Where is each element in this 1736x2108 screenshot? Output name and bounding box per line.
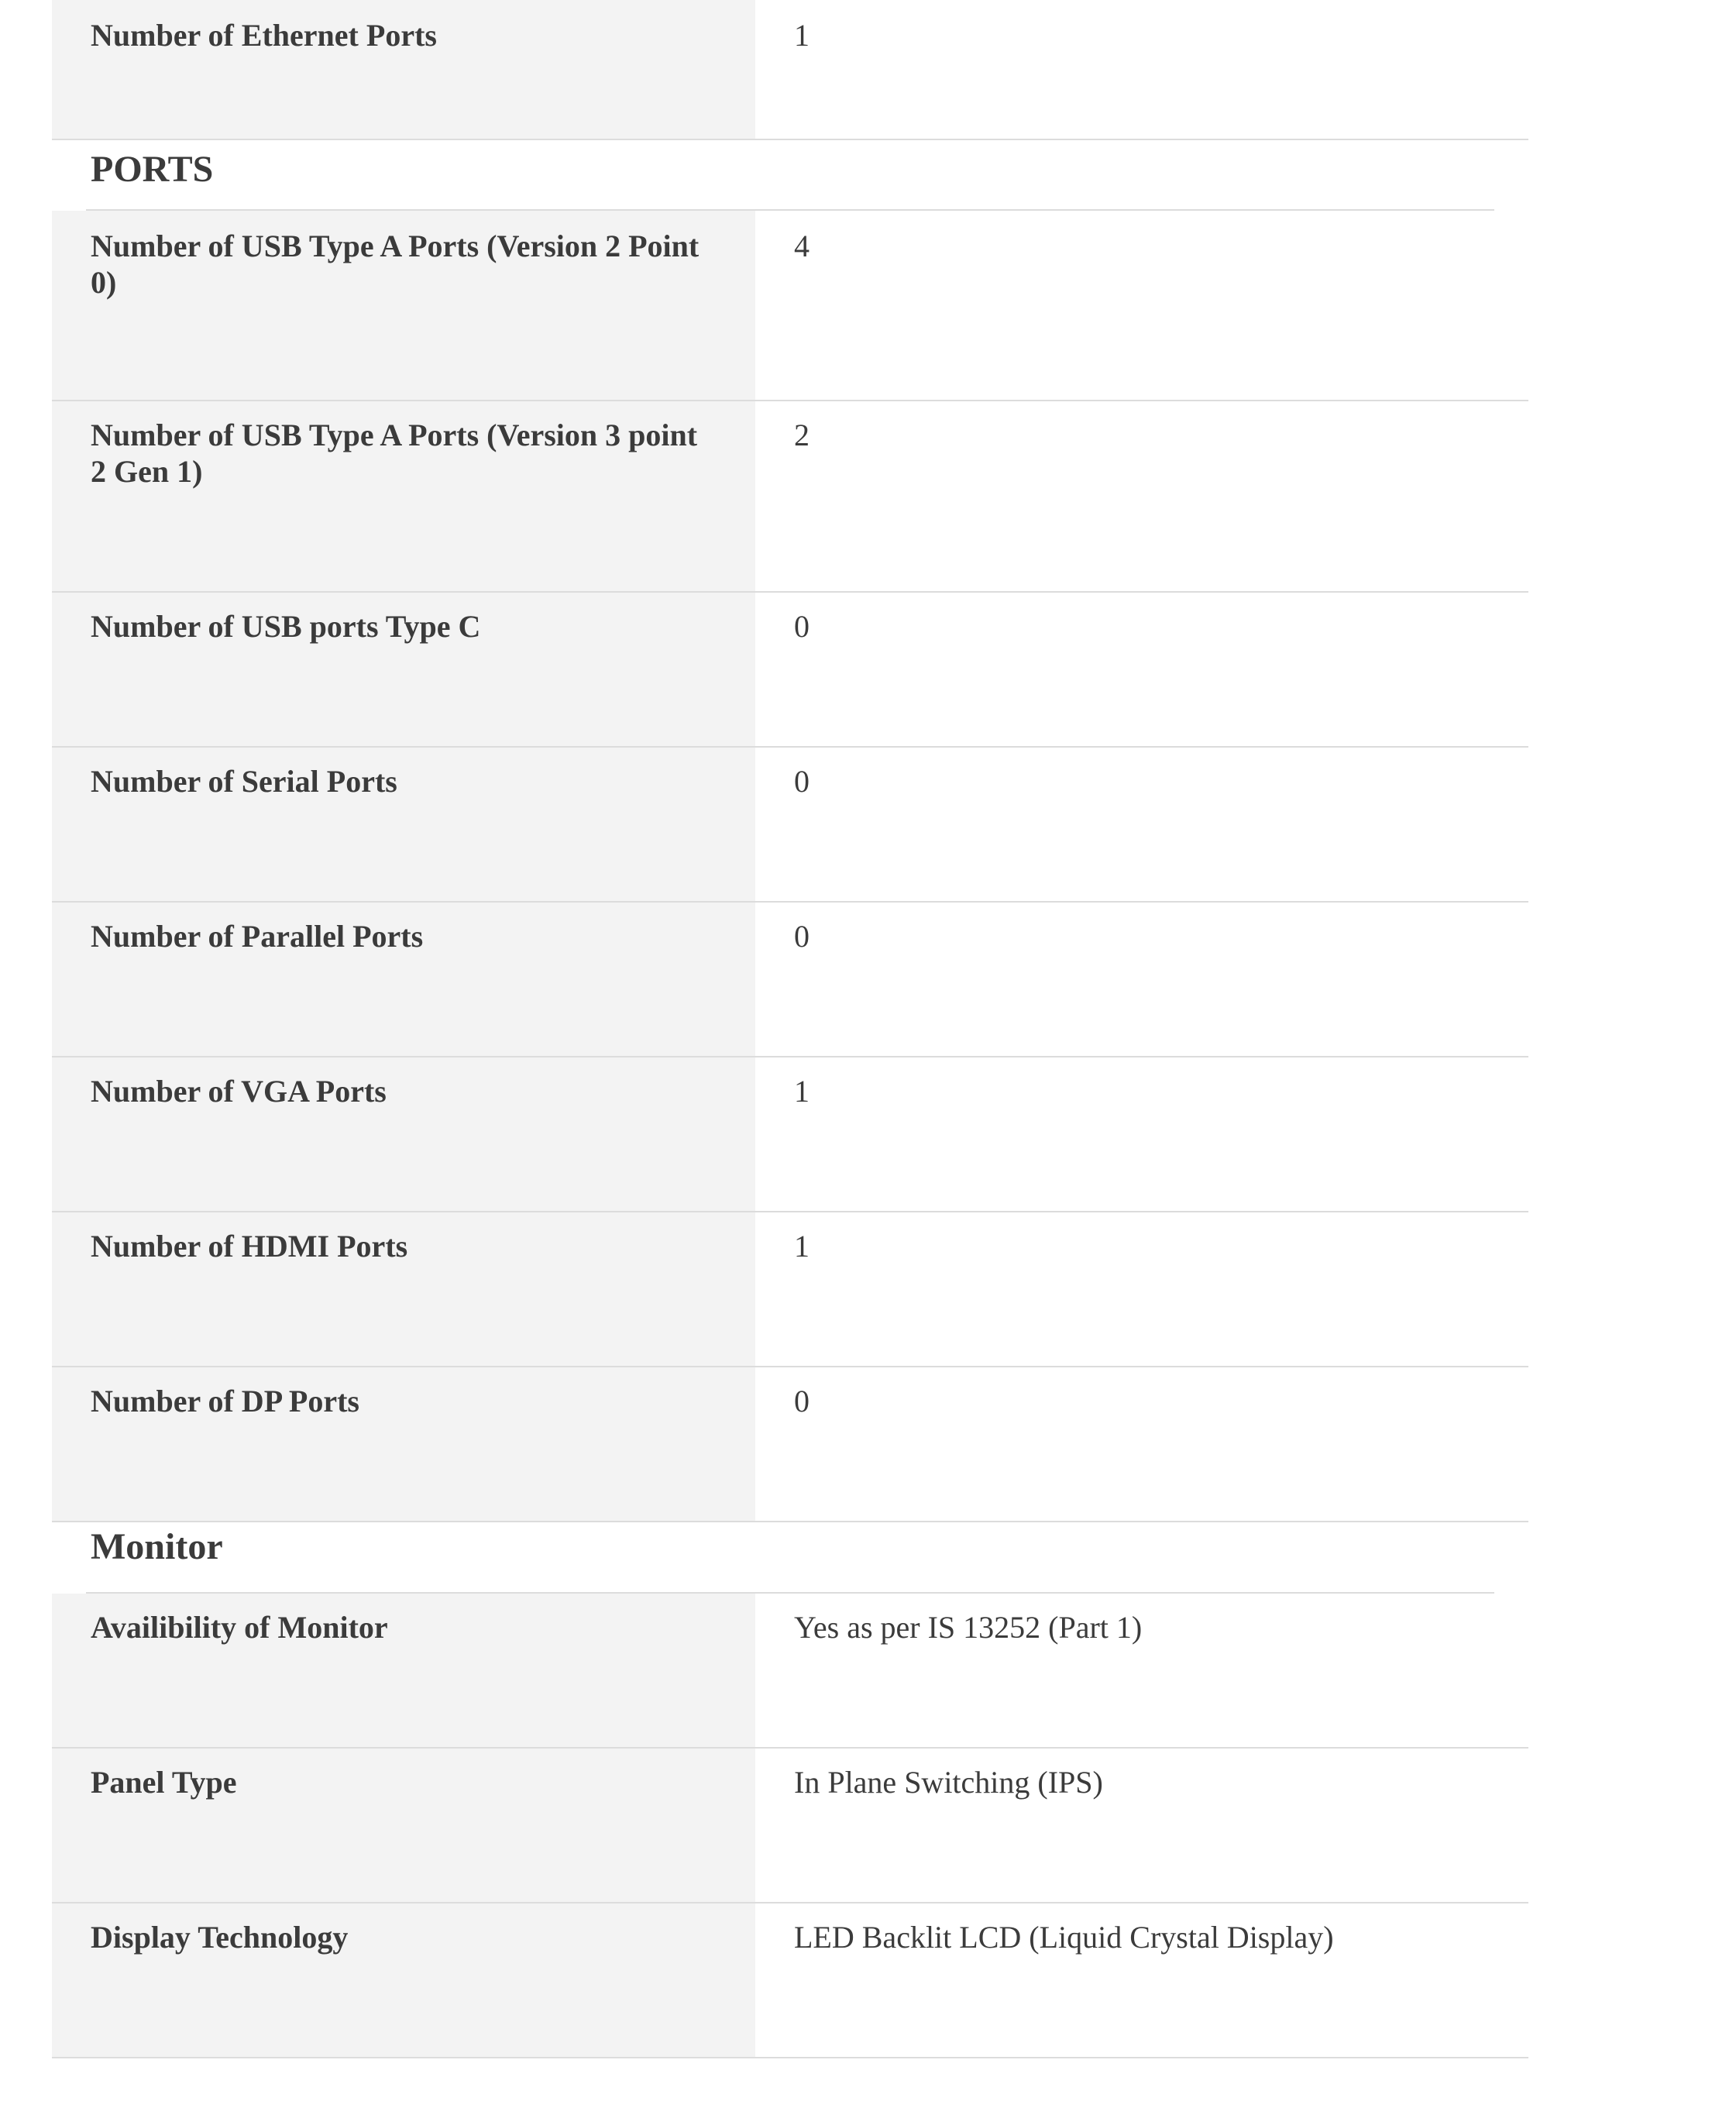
section-title: PORTS xyxy=(91,149,214,190)
section-header-monitor xyxy=(52,1522,1528,1594)
table-row-usb-a-v3 xyxy=(52,401,1528,593)
table-row-parallel-ports xyxy=(52,903,1528,1057)
table-row-panel-type xyxy=(52,1749,1528,1903)
spec-value: Yes as per IS 13252 (Part 1) xyxy=(794,1610,1143,1645)
spec-label: Number of USB ports Type C xyxy=(52,593,755,746)
spec-value: LED Backlit LCD (Liquid Crystal Display) xyxy=(794,1920,1334,1955)
table-row-usb-c xyxy=(52,593,1528,748)
spec-label: Panel Type xyxy=(52,1749,755,1902)
spec-label: Number of VGA Ports xyxy=(52,1057,755,1211)
spec-value: In Plane Switching (IPS) xyxy=(794,1765,1103,1800)
spec-value: 0 xyxy=(794,1384,810,1419)
spec-label: Number of HDMI Ports xyxy=(52,1212,755,1366)
spec-value: 0 xyxy=(794,609,810,644)
spec-label: Number of Serial Ports xyxy=(52,748,755,901)
spec-value: 0 xyxy=(794,919,810,954)
spec-label: Number of USB Type A Ports (Version 3 point 2 Gen 1) xyxy=(52,401,755,591)
section-title: Monitor xyxy=(91,1526,223,1567)
table-row-serial-ports xyxy=(52,748,1528,903)
spec-label: Number of USB Type A Ports (Version 2 Point 0) xyxy=(52,211,755,400)
spec-label: Number of DP Ports xyxy=(52,1367,755,1521)
spec-value: 4 xyxy=(794,229,810,263)
table-row-hdmi-ports xyxy=(52,1212,1528,1367)
spec-value: 1 xyxy=(794,1074,810,1109)
table-row-vga-ports xyxy=(52,1057,1528,1212)
spec-value: 0 xyxy=(794,764,810,799)
spec-label: Number of Ethernet Ports xyxy=(52,0,755,139)
table-row-display-technology xyxy=(52,1903,1528,2058)
section-divider xyxy=(86,1592,1494,1594)
spec-label: Availibility of Monitor xyxy=(52,1594,755,1747)
table-row-monitor-availability xyxy=(52,1594,1528,1749)
spec-table xyxy=(52,0,1528,2058)
spec-value: 1 xyxy=(794,18,810,53)
table-row-usb-a-v2 xyxy=(52,211,1528,401)
section-divider xyxy=(86,209,1494,211)
spec-label: Number of Parallel Ports xyxy=(52,903,755,1056)
spec-label: Display Technology xyxy=(52,1903,755,2057)
spec-value: 2 xyxy=(794,418,810,452)
spec-value: 1 xyxy=(794,1229,810,1264)
table-row-ethernet-ports xyxy=(52,0,1528,140)
table-row-dp-ports xyxy=(52,1367,1528,1522)
section-header-ports xyxy=(52,140,1528,211)
